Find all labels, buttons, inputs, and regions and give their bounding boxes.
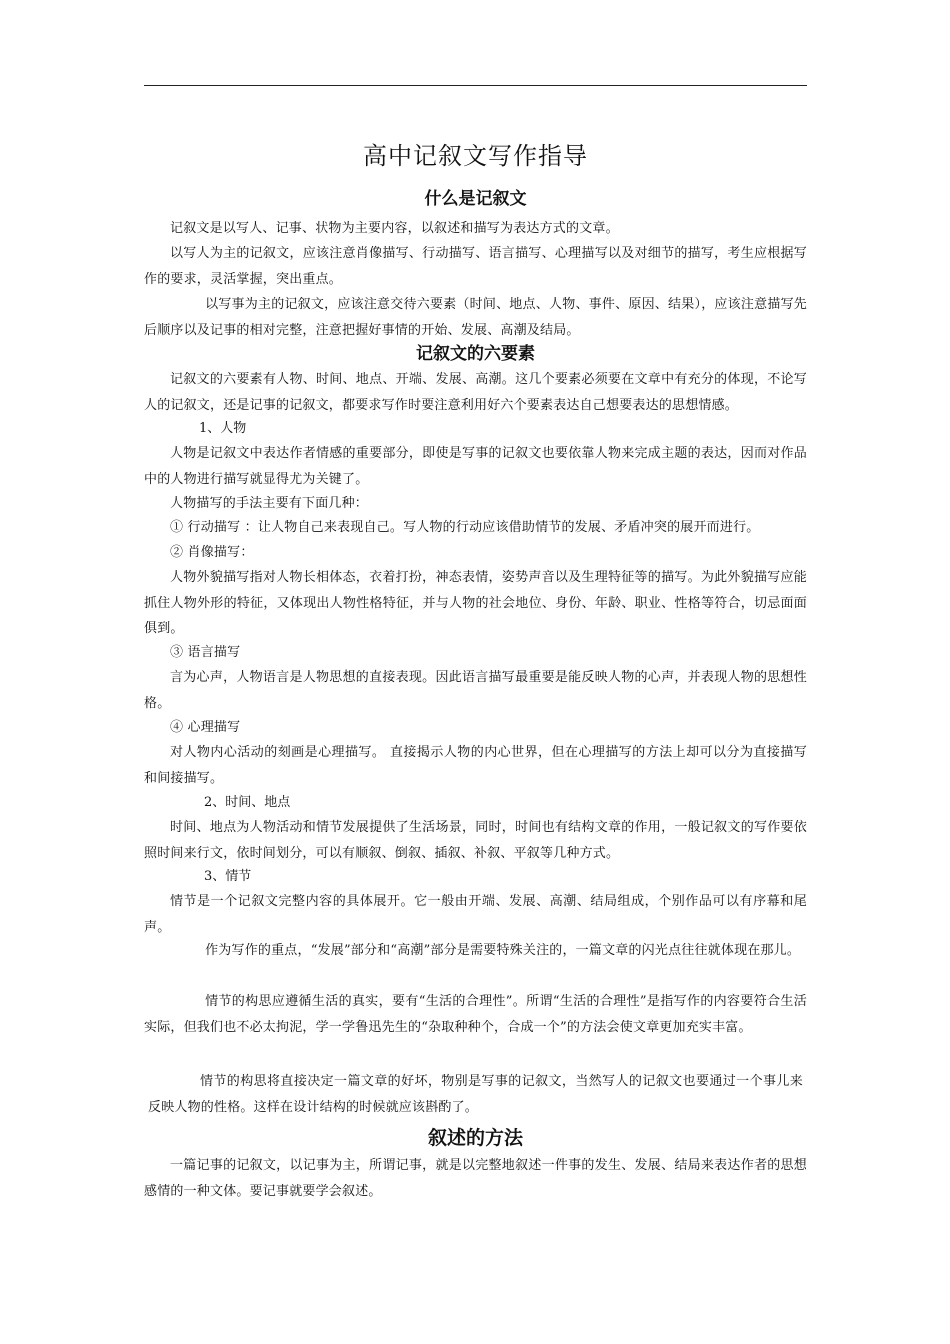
paragraph: 一篇记事的记叙文，以记事为主，所谓记事，就是以完整地叙述一件事的发生、发展、结局来表达作者的思想感情的一种文体。要记事就要学会叙述。 (144, 1158, 807, 1199)
section-heading-six-elements: 记叙文的六要素 (416, 344, 535, 364)
list-item: ② 肖像描写： (170, 545, 254, 560)
paragraph: 以写事为主的记叙文，应该注意交待六要素（时间、地点、人物、事件、原因、结果），应该注意描写先后顺序以及记事的相对完整，注意把握好事情的开始、发展、高潮及结局。 (144, 297, 807, 338)
paragraph: 以写人为主的记叙文，应该注意肖像描写、行动描写、语言描写、心理描写以及对细节的描写，考生应根据写作的要求，灵活掌握，突出重点。 (144, 246, 807, 287)
paragraph: 记叙文是以写人、记事、状物为主要内容，以叙述和描写为表达方式的文章。 (170, 221, 619, 236)
paragraph: 对人物内心活动的刻画是心理描写。 直接揭示人物的内心世界，但在心理描写的方法上却可以分为直接描写和间接描写。 (144, 745, 807, 786)
paragraph: 记叙文的六要素有人物、时间、地点、开端、发展、高潮。这几个要素必须要在文章中有充分的体现，不论写人的记叙文，还是记事的记叙文，都要求写作时要注意利用好六个要素表达自己想要表达的思想情感。 (144, 372, 807, 413)
paragraph: 人物是记叙文中表达作者情感的重要部分，即使是写事的记叙文也要依靠人物来完成主题的表达，因而对作品中的人物进行描写就显得尤为关键了。 (144, 446, 807, 487)
subheading-characters: 1、人物 (199, 421, 247, 436)
paragraph: 时间、地点为人物活动和情节发展提供了生活场景，同时，时间也有结构文章的作用，一般记叙文的写作要依照时间来行文，依时间划分，可以有顺叙、倒叙、插叙、补叙、平叙等几种方式。 (144, 820, 807, 861)
section-heading-narration-methods: 叙述的方法 (427, 1127, 523, 1149)
header-rule (144, 85, 807, 86)
paragraph: 人物描写的手法主要有下面几种： (170, 496, 369, 511)
paragraph: 言为心声，人物语言是人物思想的直接表现。因此语言描写最重要是能反映人物的心声，并表现人物的思想性格。 (144, 670, 807, 711)
list-item: ④ 心理描写 (170, 720, 241, 735)
list-item: ③ 语言描写 (170, 645, 241, 660)
section-heading-what-is-narrative: 什么是记叙文 (424, 189, 527, 209)
paragraph: 情节是一个记叙文完整内容的具体展开。它一般由开端、发展、高潮、结局组成，个别作品可以有序幕和尾声。 (144, 894, 807, 935)
paragraph: 情节的构思应遵循生活的真实，要有“生活的合理性”。所谓“生活的合理性”是指写作的内容要符合生活实际，但我们也不必太拘泥，学一学鲁迅先生的“杂取种种个，合成一个”的方法会使文章更加充实丰富。 (144, 994, 807, 1035)
paragraph: 作为写作的重点，“发展”部分和“高潮”部分是需要特殊关注的，一篇文章的闪光点往往就体现在那儿。 (205, 943, 801, 958)
paragraph: 情节的构思将直接决定一篇文章的好坏，物别是写事的记叙文，当然写人的记叙文也要通过一个事儿来反映人物的性格。这样在设计结构的时候就应该斟酌了。 (148, 1074, 803, 1115)
subheading-plot: 3、情节 (204, 869, 252, 884)
paragraph: 人物外貌描写指对人物长相体态，衣着打扮，神态表情，姿势声音以及生理特征等的描写。为此外貌描写应能抓住人物外形的特征，又体现出人物性格特征，并与人物的社会地位、身份、年龄、职业、性格等符合，切忌面面俱到。 (144, 570, 807, 636)
list-item: ① 行动描写 ：让人物自己来表现自己。写人物的行动应该借助情节的发展、矛盾冲突的展开而进行。 (170, 520, 760, 535)
subheading-time-place: 2、时间、地点 (204, 795, 291, 810)
document-title: 高中记叙文写作指导 (363, 142, 588, 170)
